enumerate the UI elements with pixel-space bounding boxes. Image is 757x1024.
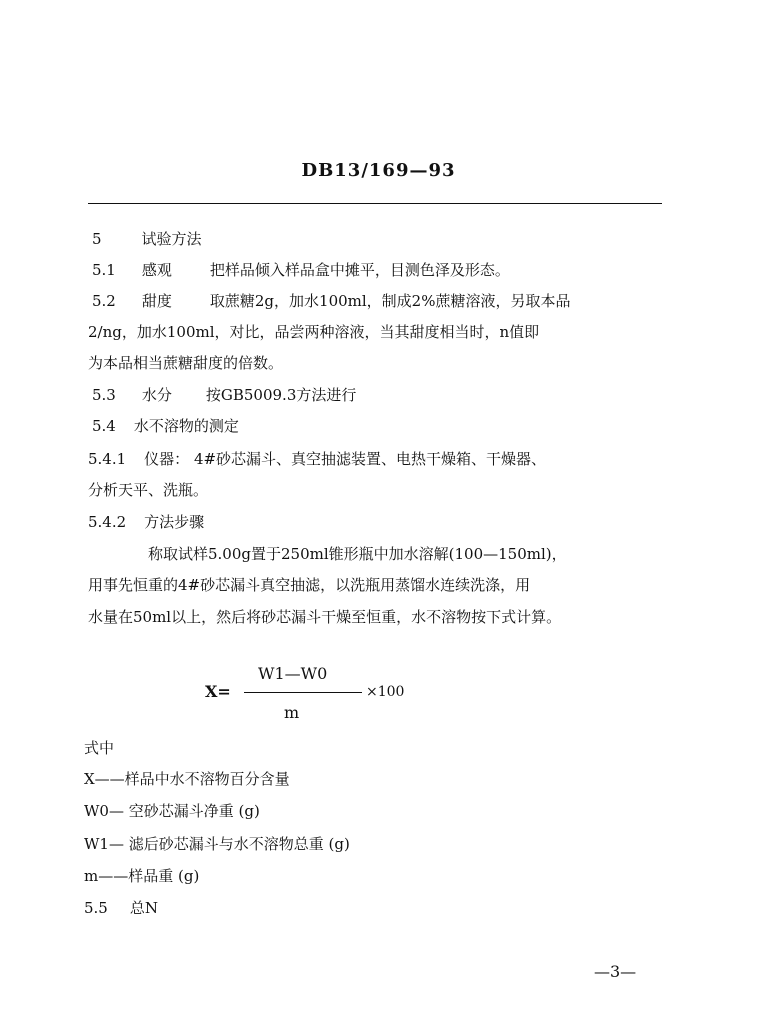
legend-w1: W1— 滤后砂芯漏斗与水不溶物总重 (g) bbox=[84, 835, 350, 853]
section-5-4 bbox=[92, 415, 239, 436]
section-title: 水不溶物的测定 bbox=[133, 417, 239, 435]
legend-intro: 式中 bbox=[84, 739, 115, 757]
section-number: 5.4.2 bbox=[88, 513, 127, 531]
section-number: 5 bbox=[92, 230, 102, 248]
formula-multiplier: ×100 bbox=[366, 684, 405, 700]
section-5-2-cont2: 为本品相当蔗糖甜度的倍数。 bbox=[88, 354, 284, 372]
section-5-1 bbox=[92, 259, 510, 280]
section-title: 水分 bbox=[141, 386, 172, 404]
section-5-2-cont: 2/ng，加水100ml，对比，品尝两种溶液，当其甜度相当时，n值即 bbox=[88, 323, 540, 341]
legend-w0: W0— 空砂芯漏斗净重 (g) bbox=[84, 802, 260, 820]
paragraph-line-2: 用事先恒重的4#砂芯漏斗真空抽滤，以洗瓶用蒸馏水连续洗涤，用 bbox=[88, 576, 531, 594]
formula-denominator: m bbox=[284, 703, 300, 722]
formula-lhs: X= bbox=[205, 682, 231, 701]
section-5-2 bbox=[92, 290, 570, 311]
section-text: 取蔗糖2g，加水100ml，制成2%蔗糖溶液，另取本品 bbox=[209, 292, 571, 310]
fraction-bar bbox=[244, 692, 362, 693]
section-5-4-1 bbox=[88, 448, 546, 469]
section-title: 试验方法 bbox=[141, 230, 202, 248]
legend-x: X——样品中水不溶物百分含量 bbox=[84, 770, 290, 788]
section-number: 5.5 bbox=[84, 899, 108, 917]
section-title: 感观 bbox=[141, 261, 172, 279]
section-text: 按GB5009.3方法进行 bbox=[205, 386, 357, 404]
section-title: 甜度 bbox=[141, 292, 172, 310]
section-text: 把样品倾入样品盒中摊平，目测色泽及形态。 bbox=[209, 261, 510, 279]
header-rule bbox=[88, 203, 662, 204]
section-number: 5.4 bbox=[92, 417, 116, 435]
section-number: 5.4.1 bbox=[88, 450, 127, 468]
section-5-4-2 bbox=[88, 511, 204, 532]
section-5-4-1-cont: 分析天平、洗瓶。 bbox=[88, 481, 209, 499]
paragraph-line-3: 水量在50ml以上，然后将砂芯漏斗干燥至恒重，水不溶物按下式计算。 bbox=[88, 608, 562, 626]
section-5 bbox=[92, 228, 202, 249]
section-title: 总N bbox=[129, 899, 158, 917]
section-5-3 bbox=[92, 384, 356, 405]
section-number: 5.1 bbox=[92, 261, 116, 279]
section-5-5 bbox=[84, 897, 158, 918]
formula-numerator: W1—W0 bbox=[258, 664, 328, 683]
document-code-header: DB13/169—93 bbox=[301, 160, 456, 181]
section-title: 方法步骤 bbox=[144, 513, 205, 531]
section-number: 5.2 bbox=[92, 292, 116, 310]
legend-m: m——样品重 (g) bbox=[84, 867, 200, 885]
page-number: —3— bbox=[594, 962, 637, 981]
section-text: 仪器： 4#砂芯漏斗、真空抽滤装置、电热干燥箱、干燥器、 bbox=[144, 450, 547, 468]
paragraph-line-1: 称取试样5.00g置于250ml锥形瓶中加水溶解(100—150ml)， bbox=[148, 545, 567, 563]
section-number: 5.3 bbox=[92, 386, 116, 404]
